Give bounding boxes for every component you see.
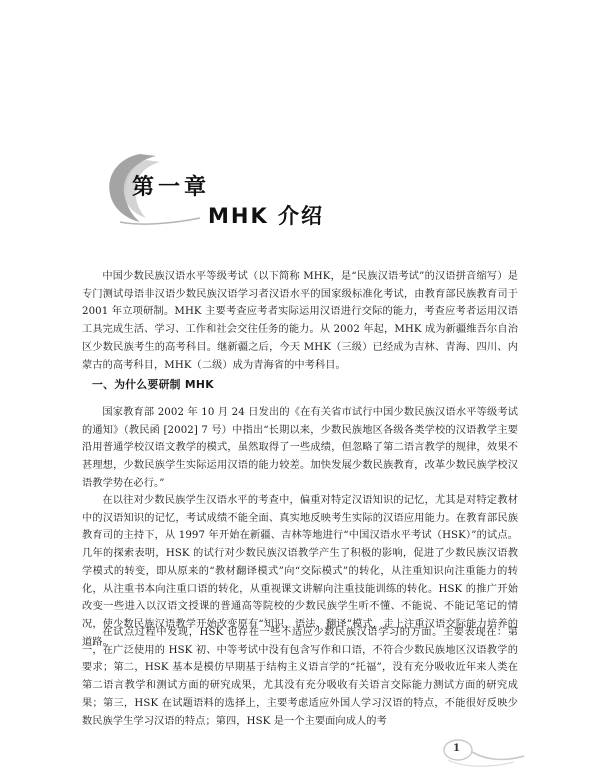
chapter-subtitle: MHK 介绍 — [208, 204, 325, 228]
paragraph-hsk-pilot: 在以往对少数民族学生汉语水平的考查中，偏重对特定汉语知识的记忆，尤其是对特定教材中的汉语知识的记忆，考试成绩不能全面、真实地反映考生实际的汉语应用能力。在教育部民族教育司的主持下，从 1997 年开始在新疆、吉林等地进行“中国汉语水平考试（HSK）”的试点。几年的探索表明，HSK 的试行对少数民族汉语教学产生了积极的影响，促进了少数民族汉语教学模式的转变，即从原来的“教材翻译模式”向“交际模式”的转化，从注重知识向注重能力的转化，从注重书本向注重口语的转化，从重视课文讲解向注重技能训练的转化。HSK 的推广开始改变一些进入以汉语文授课的普通高等院校的少数民族学生听不懂、不能说、不能记笔记的情况，使少数民族汉语教学开始改变原有“知识、语法、翻译”模式，走上注重汉语交际能力培养的道路。 — [82, 495, 518, 648]
page-number: 1 — [453, 743, 460, 754]
page-number-swirl-ornament — [418, 734, 528, 772]
paragraph-hsk-problems: 在试点过程中发现，HSK 也存在一些不适应少数民族汉语学习的方面。主要表现在：第一，在广泛使用的 HSK 初、中等考试中没有包含写作和口语，不符合少数民族地区汉语教学的要求；第二，HSK 基本是模仿早期基于结构主义语言学的“托福”，没有充分吸收近年来人类在第二语言教学和测试方面的研究成果，尤其没有充分吸收有关语言交际能力测试方面的研究成果；第三，HSK 在试题语料的选择上，主要考虑适应外国人学习汉语的特点，不能很好反映少数民族学生学习汉语的特点；第四，HSK 是一个主要面向成人的考 — [82, 627, 518, 727]
chapter-title: 第一章 — [132, 175, 211, 200]
section-heading: 一、为什么要研制 MHK — [92, 378, 214, 391]
paragraph-intro: 中国少数民族汉语水平等级考试（以下简称 MHK，是“民族汉语考试”的汉语拼音缩写）是专门测试母语非汉语少数民族汉语学习者汉语水平的国家级标准化考试，由教育部民族教育司于 2001 年立项研制。MHK 主要考查应考者实际运用汉语进行交际的能力，考查应考者运用汉语工具完成生活、学习、工作和社会交往任务的能力。从 2002 年起，MHK 成为新疆维吾尔自治区少数民族考生的高考科目。继新疆之后，今天 MHK（三级）已经成为吉林、青海、四川、内蒙古的高考科目，MHK（二级）成为青海省的中考科目。 — [82, 271, 518, 371]
paragraph-notice: 国家教育部 2002 年 10 月 24 日发出的《在有关省市试行中国少数民族汉语水平等级考试的通知》（教民函 [2002] 7 号）中指出“长期以来，少数民族地区各级各类学校的汉语教学主要沿用普通学校汉语文教学的模式，虽然取得了一些成绩，但忽略了第二语言教学的规律，效果不甚理想，少数民族学生实际运用汉语的能力较差。加快发展少数民族教育，改革少数民族学校汉语教学势在必行。” — [82, 407, 518, 489]
